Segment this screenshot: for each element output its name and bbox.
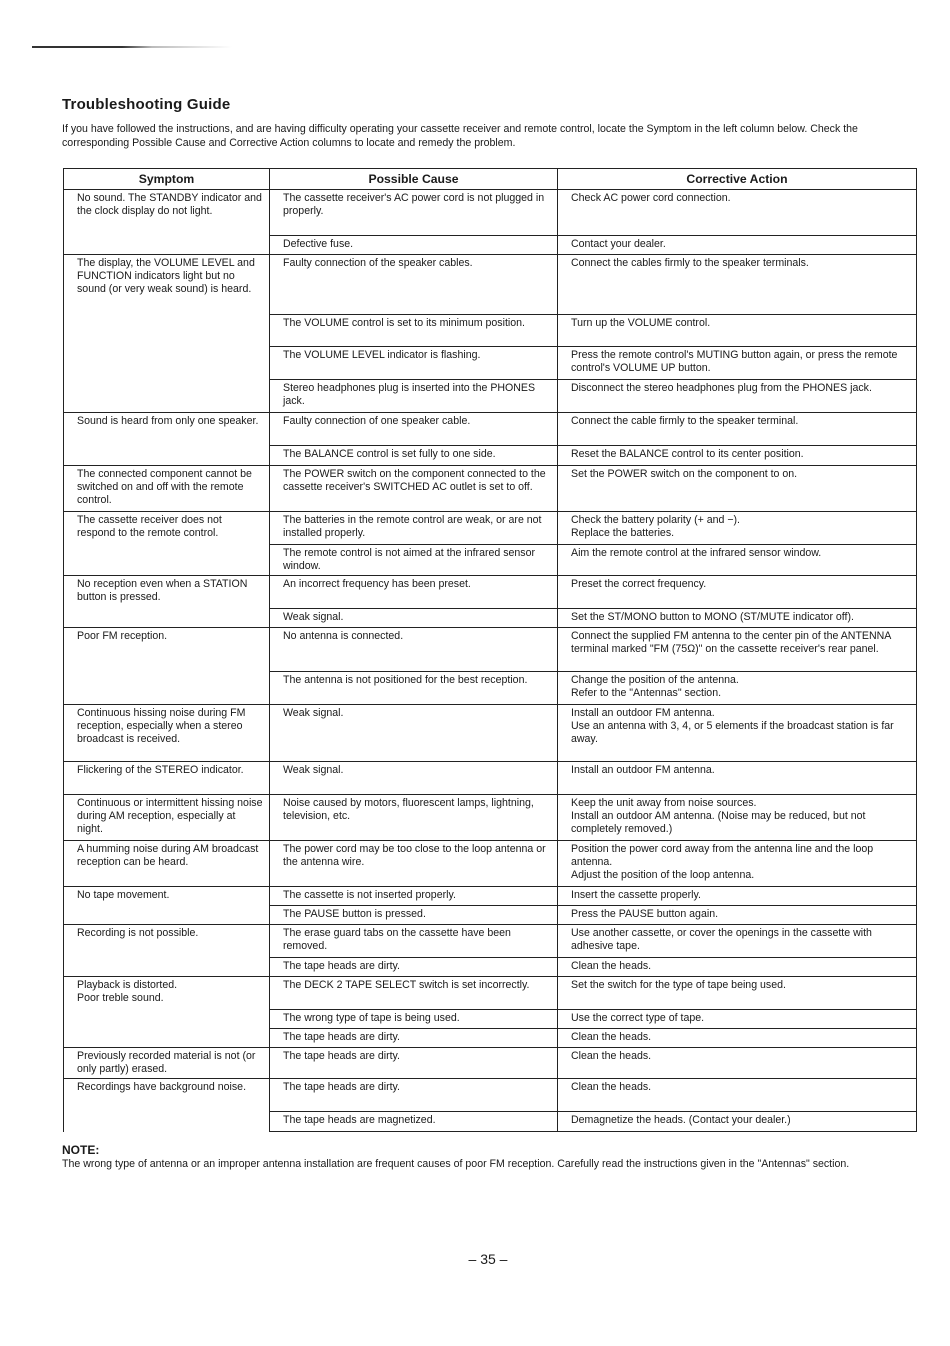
table-row bbox=[64, 628, 917, 672]
action-cell: Set the POWER switch on the component to on. bbox=[558, 466, 917, 512]
header-corrective-action: Corrective Action bbox=[558, 169, 917, 190]
symptom-cell: Previously recorded material is not (or only partly) erased. bbox=[64, 1048, 270, 1079]
symptom-cell: Continuous or intermittent hissing noise during AM reception, especially at night. bbox=[64, 795, 270, 841]
action-cell: Clean the heads. bbox=[558, 1048, 917, 1079]
action-cell: Clean the heads. bbox=[558, 1079, 917, 1112]
symptom-cell: The connected component cannot be switched on and off with the remote control. bbox=[64, 466, 270, 512]
action-cell: Clean the heads. bbox=[558, 958, 917, 977]
cause-cell: Faulty connection of the speaker cables. bbox=[270, 255, 558, 315]
table-header-row bbox=[64, 169, 917, 190]
cause-cell: The tape heads are dirty. bbox=[270, 1048, 558, 1079]
cause-cell: Weak signal. bbox=[270, 762, 558, 795]
cause-cell: Weak signal. bbox=[270, 609, 558, 628]
table-row bbox=[64, 190, 917, 236]
table-row bbox=[64, 795, 917, 841]
action-cell: Turn up the VOLUME control. bbox=[558, 315, 917, 347]
cause-cell: The DECK 2 TAPE SELECT switch is set incorrectly. bbox=[270, 977, 558, 1010]
intro-paragraph: If you have followed the instructions, and are having difficulty operating your cassette receiver and remote control, locate the Symptom in the left column below. Check the corresponding Possible Cause and Corrective Action columns to locate and remedy the problem. bbox=[62, 123, 858, 149]
action-cell: Install an outdoor FM antenna. bbox=[558, 762, 917, 795]
page-title: Troubleshooting Guide bbox=[62, 96, 231, 113]
cause-cell: The tape heads are dirty. bbox=[270, 958, 558, 977]
note-text: The wrong type of antenna or an improper antenna installation are frequent causes of poor FM reception. Carefully read the instructions given in the "Antennas" section. bbox=[62, 1158, 850, 1170]
symptom-cell: No sound. The STANDBY indicator and the clock display do not light. bbox=[64, 190, 270, 255]
action-cell: Keep the unit away from noise sources. Install an outdoor AM antenna. (Noise may be reduced, but not completely removed.) bbox=[558, 795, 917, 841]
cause-cell: The remote control is not aimed at the infrared sensor window. bbox=[270, 545, 558, 576]
cause-cell: The cassette receiver's AC power cord is not plugged in properly. bbox=[270, 190, 558, 236]
action-cell: Contact your dealer. bbox=[558, 236, 917, 255]
table-row bbox=[64, 576, 917, 609]
symptom-cell: The cassette receiver does not respond to the remote control. bbox=[64, 512, 270, 576]
cause-cell: Weak signal. bbox=[270, 705, 558, 762]
cause-cell: The tape heads are magnetized. bbox=[270, 1112, 558, 1132]
page-number: – 35 – bbox=[468, 1251, 508, 1267]
action-cell: Clean the heads. bbox=[558, 1029, 917, 1048]
action-cell: Insert the cassette properly. bbox=[558, 887, 917, 906]
table-row bbox=[64, 887, 917, 906]
header-symptom: Symptom bbox=[64, 169, 270, 190]
scan-artifact-line bbox=[32, 46, 232, 48]
action-cell: Reset the BALANCE control to its center position. bbox=[558, 446, 917, 466]
action-cell: Demagnetize the heads. (Contact your dealer.) bbox=[558, 1112, 917, 1132]
cause-cell: The cassette is not inserted properly. bbox=[270, 887, 558, 906]
cause-cell: The tape heads are dirty. bbox=[270, 1029, 558, 1048]
symptom-cell: No tape movement. bbox=[64, 887, 270, 925]
cause-cell: The wrong type of tape is being used. bbox=[270, 1010, 558, 1029]
action-cell: Set the switch for the type of tape being used. bbox=[558, 977, 917, 1010]
table-row bbox=[64, 705, 917, 762]
action-cell: Use another cassette, or cover the openings in the cassette with adhesive tape. bbox=[558, 925, 917, 958]
cause-cell: Stereo headphones plug is inserted into the PHONES jack. bbox=[270, 380, 558, 413]
table-row bbox=[64, 841, 917, 887]
troubleshooting-table bbox=[63, 168, 917, 1132]
cause-cell: The tape heads are dirty. bbox=[270, 1079, 558, 1112]
table-body bbox=[64, 190, 917, 1132]
action-cell: Disconnect the stereo headphones plug from the PHONES jack. bbox=[558, 380, 917, 413]
symptom-cell: A humming noise during AM broadcast reception can be heard. bbox=[64, 841, 270, 887]
action-cell: Install an outdoor FM antenna. Use an antenna with 3, 4, or 5 elements if the broadcast station is far away. bbox=[558, 705, 917, 762]
cause-cell: The power cord may be too close to the loop antenna or the antenna wire. bbox=[270, 841, 558, 887]
symptom-cell: Poor FM reception. bbox=[64, 628, 270, 705]
action-cell: Check AC power cord connection. bbox=[558, 190, 917, 236]
action-cell: Connect the cable firmly to the speaker terminal. bbox=[558, 413, 917, 446]
table-row bbox=[64, 1079, 917, 1112]
symptom-cell: Flickering of the STEREO indicator. bbox=[64, 762, 270, 795]
action-cell: Position the power cord away from the antenna line and the loop antenna. Adjust the position of the loop antenna. bbox=[558, 841, 917, 887]
symptom-cell: Recordings have background noise. bbox=[64, 1079, 270, 1132]
action-cell: Connect the supplied FM antenna to the center pin of the ANTENNA terminal marked "FM (75Ω)" on the cassette receiver's rear panel. bbox=[558, 628, 917, 672]
cause-cell: Noise caused by motors, fluorescent lamps, lightning, television, etc. bbox=[270, 795, 558, 841]
table-row bbox=[64, 925, 917, 958]
cause-cell: The VOLUME LEVEL indicator is flashing. bbox=[270, 347, 558, 380]
table-row bbox=[64, 1048, 917, 1079]
action-cell: Check the battery polarity (+ and −). Replace the batteries. bbox=[558, 512, 917, 545]
cause-cell: The POWER switch on the component connected to the cassette receiver's SWITCHED AC outlet is set to off. bbox=[270, 466, 558, 512]
symptom-cell: Recording is not possible. bbox=[64, 925, 270, 977]
cause-cell: The BALANCE control is set fully to one side. bbox=[270, 446, 558, 466]
cause-cell: The VOLUME control is set to its minimum position. bbox=[270, 315, 558, 347]
table-row bbox=[64, 255, 917, 315]
action-cell: Use the correct type of tape. bbox=[558, 1010, 917, 1029]
cause-cell: The batteries in the remote control are weak, or are not installed properly. bbox=[270, 512, 558, 545]
symptom-cell: No reception even when a STATION button is pressed. bbox=[64, 576, 270, 628]
symptom-cell: Continuous hissing noise during FM reception, especially when a stereo broadcast is received. bbox=[64, 705, 270, 762]
cause-cell: No antenna is connected. bbox=[270, 628, 558, 672]
cause-cell: Defective fuse. bbox=[270, 236, 558, 255]
table-row bbox=[64, 762, 917, 795]
header-possible-cause: Possible Cause bbox=[270, 169, 558, 190]
cause-cell: The PAUSE button is pressed. bbox=[270, 906, 558, 925]
symptom-cell: The display, the VOLUME LEVEL and FUNCTION indicators light but no sound (or very weak sound) is heard. bbox=[64, 255, 270, 413]
table-row bbox=[64, 512, 917, 545]
symptom-cell: Playback is distorted. Poor treble sound. bbox=[64, 977, 270, 1048]
action-cell: Preset the correct frequency. bbox=[558, 576, 917, 609]
table-row bbox=[64, 413, 917, 446]
action-cell: Press the remote control's MUTING button again, or press the remote control's VOLUME UP button. bbox=[558, 347, 917, 380]
action-cell: Connect the cables firmly to the speaker terminals. bbox=[558, 255, 917, 315]
action-cell: Change the position of the antenna. Refer to the "Antennas" section. bbox=[558, 672, 917, 705]
table-row bbox=[64, 466, 917, 512]
symptom-cell: Sound is heard from only one speaker. bbox=[64, 413, 270, 466]
cause-cell: An incorrect frequency has been preset. bbox=[270, 576, 558, 609]
action-cell: Press the PAUSE button again. bbox=[558, 906, 917, 925]
note-heading: NOTE: bbox=[62, 1143, 100, 1157]
action-cell: Aim the remote control at the infrared sensor window. bbox=[558, 545, 917, 576]
cause-cell: The antenna is not positioned for the best reception. bbox=[270, 672, 558, 705]
action-cell: Set the ST/MONO button to MONO (ST/MUTE indicator off). bbox=[558, 609, 917, 628]
table-row bbox=[64, 977, 917, 1010]
cause-cell: The erase guard tabs on the cassette have been removed. bbox=[270, 925, 558, 958]
cause-cell: Faulty connection of one speaker cable. bbox=[270, 413, 558, 446]
